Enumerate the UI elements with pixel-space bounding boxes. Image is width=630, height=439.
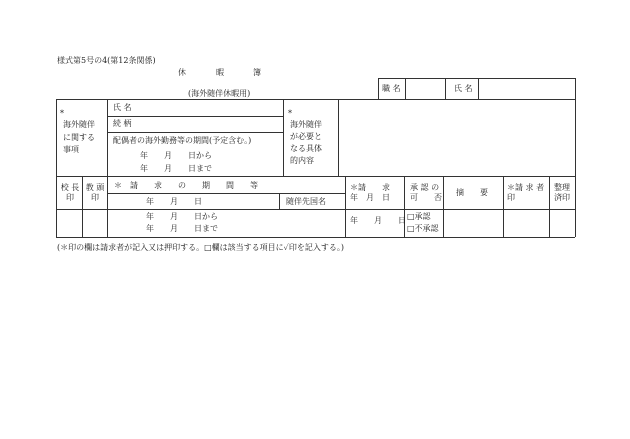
period-label: 配偶者の海外勤務等の期間(予定含む。) <box>113 136 252 145</box>
mid-label-1: 海外随伴 <box>290 120 322 129</box>
form-number: 様式第5号の4(第12条関係) <box>57 56 156 65</box>
mid-label-2: が必要と <box>290 132 322 141</box>
filing-seal-label: 整理 済印 <box>554 183 570 202</box>
left-mark: * <box>60 109 64 118</box>
ymd-label: 年 月 日 <box>146 197 202 206</box>
footnote: (＊印の欄は請求者が記入又は押印する。□欄は該当する項目に✓印を記入する。) <box>57 243 344 252</box>
left-label-2: に関する <box>63 133 95 142</box>
mid-mark: * <box>288 109 292 118</box>
left-label-3: 事項 <box>63 145 79 154</box>
principal-seal-label: 校 長 印 <box>60 183 80 202</box>
mid-label-4: 的内容 <box>290 156 314 165</box>
period-from: 年 月 日から <box>140 151 212 160</box>
approved-checkbox[interactable]: □承認 <box>407 212 431 221</box>
request-period-label: ＊ 請 求 の 期 間 等 <box>114 181 258 190</box>
summary-label: 摘 要 <box>456 188 488 197</box>
post-label: 職 名 <box>382 84 401 93</box>
requester-seal-label: ＊請 求 者 印 <box>507 183 545 202</box>
title-char-2: 暇 <box>216 68 224 77</box>
title-char-3: 簿 <box>253 68 261 77</box>
approval-label: 承 認 の 可 否 <box>410 183 442 202</box>
row-request-date: 年 月 日 <box>350 216 406 225</box>
destination-label: 随伴先国名 <box>286 197 326 206</box>
subtitle: (海外随伴休暇用) <box>188 89 251 98</box>
not-approved-checkbox[interactable]: □不承認 <box>407 224 439 233</box>
period-to: 年 月 日まで <box>140 164 212 173</box>
row-from: 年 月 日から <box>146 212 218 221</box>
row-to: 年 月 日まで <box>146 224 218 233</box>
name-label: 氏 名 <box>454 84 473 93</box>
title-char-1: 休 <box>178 68 186 77</box>
name-field-label: 氏 名 <box>113 103 132 112</box>
request-date-label: ＊請 求 年 月 日 <box>350 183 390 202</box>
head-seal-label: 教 頭 印 <box>85 183 105 202</box>
relation-field-label: 続 柄 <box>113 119 132 128</box>
mid-label-3: なる具体 <box>290 144 322 153</box>
left-label-1: 海外随伴 <box>63 120 95 129</box>
